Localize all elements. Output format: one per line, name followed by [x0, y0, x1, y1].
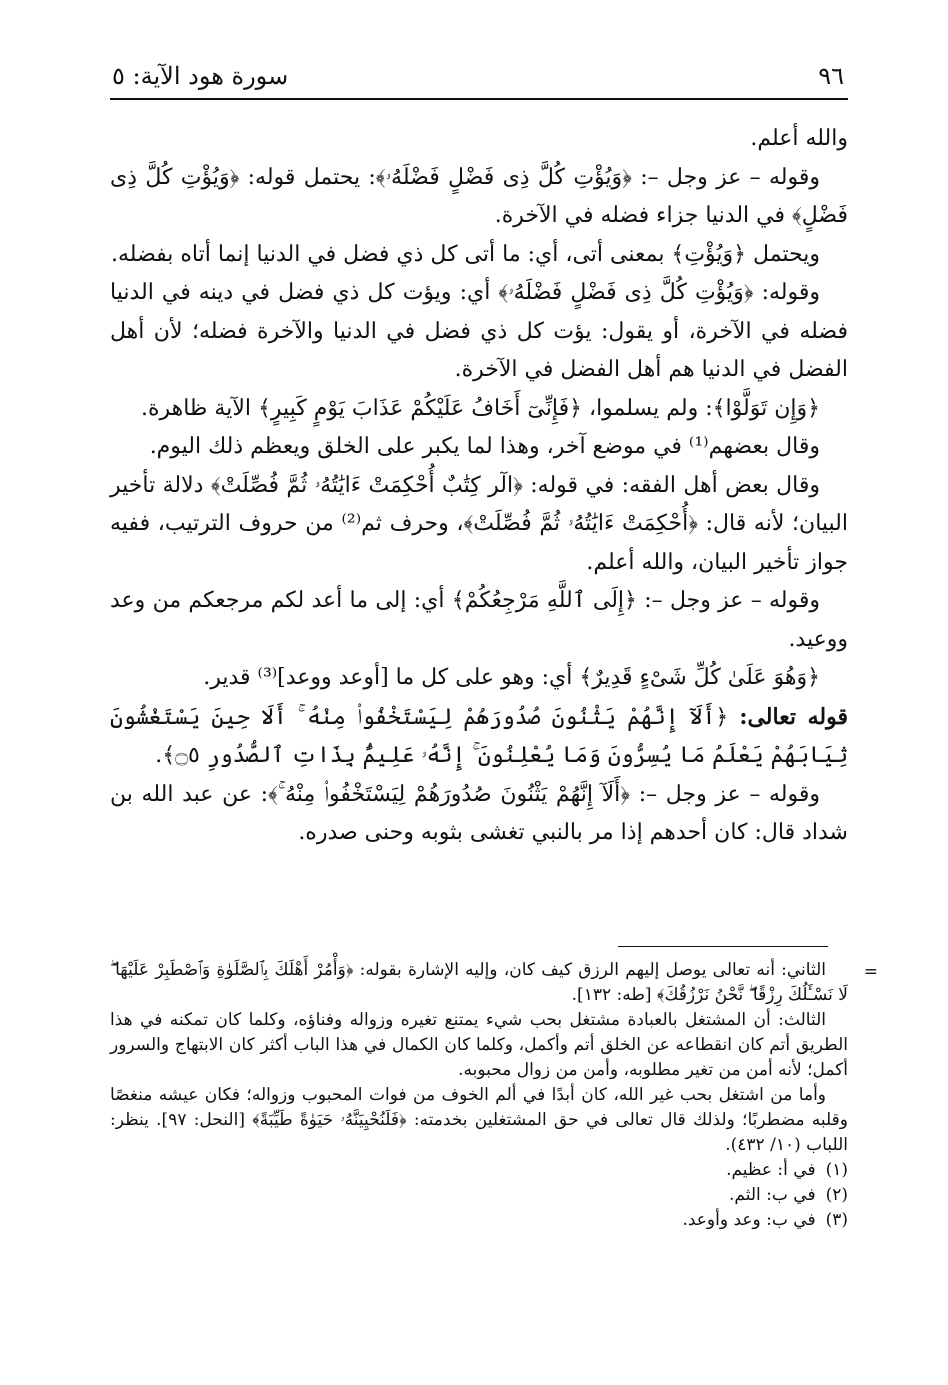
paragraph: وقال بعض أهل الفقه: في قوله: ﴿الٓر كِتَٰبٌ أُحْكِمَتْ ءَايَٰتُهُۥ ثُمَّ فُصِّلَتْ﴾ دلالة تأخير البيان؛ لأنه قال: ﴿أُحْكِمَتْ ءَايَٰتُهُۥ ثُمَّ فُصِّلَتْ﴾، وحرف ثم⁽²⁾ من حروف الترتيب، ففيه جواز تأخير البيان، والله أعلم. — [110, 472, 848, 575]
footnote — [110, 1208, 848, 1233]
running-title: سورة هود الآية: ٥ — [112, 62, 289, 90]
paragraph: وقوله – عز وجل –: ﴿إِلَى ٱللَّهِ مَرْجِعُكُمْ﴾ أي: إلى ما أعد لكم مرجعكم من وعد ووعيد. — [110, 588, 848, 652]
paragraph: وقوله: ﴿وَيُؤْتِ كُلَّ ذِى فَضْلٍ فَضْلَهُۥ﴾ أي: ويؤت كل ذي فضل في دينه في الدنيا فضله في الآخرة، أو يقول: يؤت كل ذي فضل في الدنيا والآخرة فضله؛ لأن أهل الفضل في الدنيا هم أهل الفضل في الآخرة. — [110, 280, 848, 382]
footnote — [110, 1183, 848, 1208]
main-text — [110, 120, 848, 853]
note-paragraph: الثالث: أن المشتغل بالعبادة مشتغل بحب شيء يمتنع تغيره وزواله وفناؤه، وكلما كان تمكنه في هذا الطريق أتم كان انقطاعه عن الخلق أتم وأكمل، وكلما كان الكمال في هذا الباب أكثر كان الابتهاج والسرور أكمل؛ لأنه أمن من تغير مطلوبه، وأمن من زوال محبوبه. — [110, 1010, 848, 1080]
paragraph: ويحتمل ﴿وَيُؤْتِ﴾ بمعنى أتى، أي: ما أتى كل ذي فضل في الدنيا إنما أتاه بفضله. — [111, 241, 820, 267]
continuation-marker: = — [863, 962, 878, 982]
footnotes-area — [110, 958, 878, 1233]
paragraph: ﴿وَهُوَ عَلَىٰ كُلِّ شَىْءٍ قَدِيرٌ﴾ أي: وهو على كل ما [أوعد ووعد]⁽³⁾ قدير. — [203, 665, 820, 690]
paragraph: وقال بعضهم⁽¹⁾ في موضع آخر، وهذا لما يكبر على الخلق ويعظم ذلك اليوم. — [149, 434, 820, 459]
page-number: ٩٦ — [818, 62, 844, 90]
footnote-number: (٣) — [825, 1210, 848, 1230]
footnote-separator — [618, 946, 828, 947]
verse-text: ﴿أَلَآ إِنَّهُمْ يَثْنُونَ صُدُورَهُمْ لِيَسْتَخْفُوا۟ مِنْهُ ۚ أَلَا حِينَ يَسْتَغْشُونَ ثِيَابَهُمْ يَعْلَمُ مَا يُسِرُّونَ وَمَا يُعْلِنُونَ ۚ إِنَّهُۥ عَلِيمٌۢ بِذَاتِ ٱلصُّدُورِ ۝٥﴾. — [110, 704, 848, 768]
paragraph: والله أعلم. — [750, 126, 848, 151]
paragraph: وقوله – عز وجل –: ﴿أَلَآ إِنَّهُمْ يَثْنُونَ صُدُورَهُمْ لِيَسْتَخْفُوا۟ مِنْهُ ۚ﴾: عن عبد الله بن شداد قال: كان أحدهم إذا مر بالنبي تغشى بثوبه وحنى صدره. — [110, 781, 848, 845]
verse-paragraph — [110, 698, 848, 776]
paragraph: ﴿وَإِن تَوَلَّوْا﴾: ولم يسلموا، ﴿فَإِنِّىٓ أَخَافُ عَلَيْكُمْ عَذَابَ يَوْمٍ كَبِيرٍ﴾ الآية ظاهرة. — [140, 395, 820, 421]
footnote — [110, 1158, 848, 1183]
paragraph: وقوله – عز وجل –: ﴿وَيُؤْتِ كُلَّ ذِى فَضْلٍ فَضْلَهُۥ﴾: يحتمل قوله: ﴿وَيُؤْتِ كُلَّ ذِى فَضْلٍ﴾ في الدنيا جزاء فضله في الآخرة. — [110, 164, 848, 228]
note-paragraph: الثاني: أنه تعالى يوصل إليهم الرزق كيف كان، وإليه الإشارة بقوله: ﴿وَأْمُرْ أَهْلَكَ بِٱلصَّلَوٰةِ وَٱصْطَبِرْ عَلَيْهَا ۖ لَا نَسْـَٔلُكَ رِزْقًا ۖ نَّحْنُ نَرْزُقُكَ﴾ [طه: ١٣٢]. — [110, 960, 848, 1005]
footnote-text: في ب: الثم. — [728, 1185, 816, 1205]
footnote-number: (١) — [825, 1160, 848, 1180]
verse-label: قوله تعالى: — [739, 703, 849, 730]
footnote-text: في ب: وعد وأوعد. — [682, 1210, 816, 1230]
running-header — [110, 58, 848, 100]
footnote-number: (٢) — [825, 1185, 848, 1205]
footnote-text: في أ: عظيم. — [726, 1160, 816, 1180]
note-paragraph: وأما من اشتغل بحب غير الله، كان أبدًا في ألم الخوف من فوات المحبوب وزواله؛ فكان عيشه منغصًا وقلبه مضطربًا؛ ولذلك قال تعالى في حق المشتغلين بخدمته: ﴿فَلَنُحْيِيَنَّهُۥ حَيَوٰةً طَيِّبَةً﴾ [النحل: ٩٧]. ينظر: اللباب (١٠/ ٤٣٢). — [110, 1085, 848, 1155]
